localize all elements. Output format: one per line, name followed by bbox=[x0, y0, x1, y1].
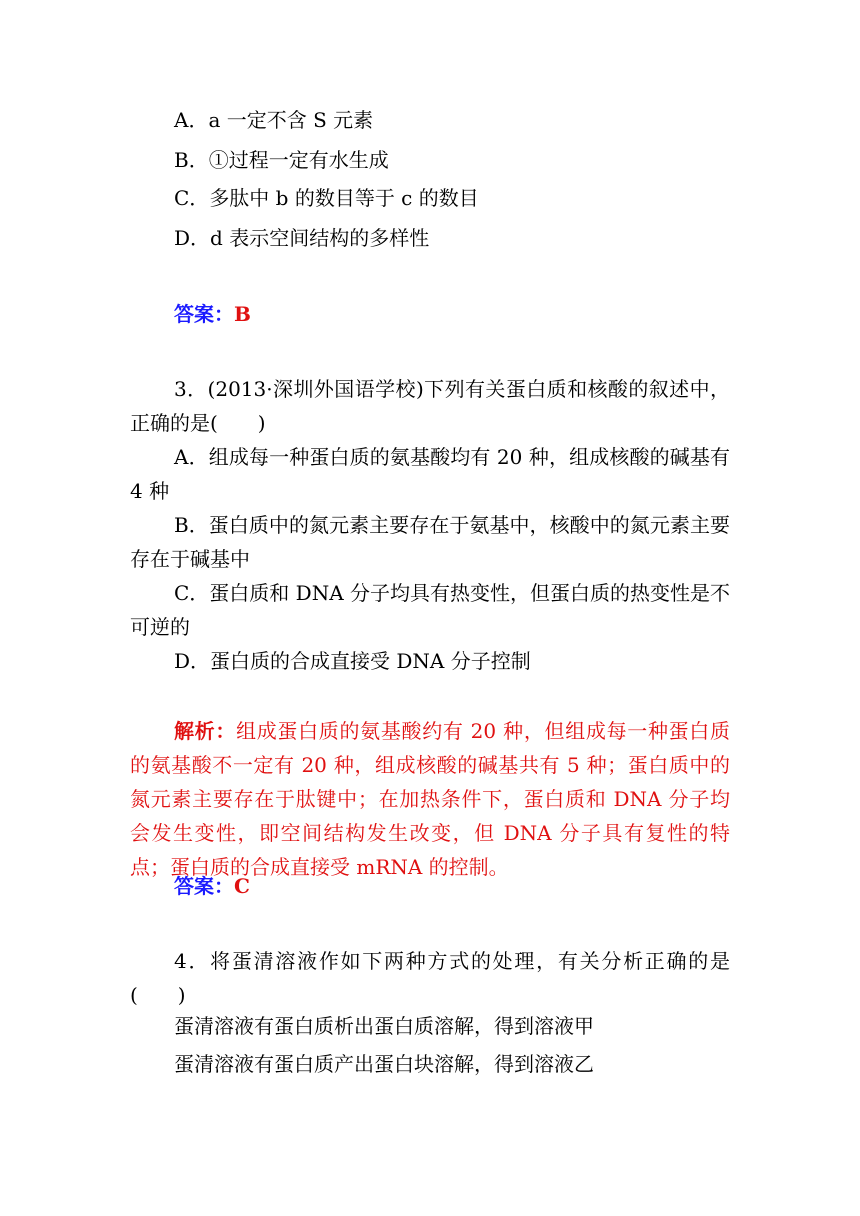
q4-process-line-1: 蛋清溶液有蛋白质析出蛋白质溶解，得到溶液甲 bbox=[174, 1014, 594, 1038]
q2-option-d: D．d 表示空间结构的多样性 bbox=[174, 226, 430, 250]
q4-process-line-2: 蛋清溶液有蛋白质产出蛋白块溶解，得到溶液乙 bbox=[174, 1052, 594, 1076]
q3-answer: 答案：C bbox=[174, 874, 250, 898]
q2-option-a: A．a 一定不含 S 元素 bbox=[174, 108, 374, 132]
q3-stem: 3．(2013·深圳外国语学校)下列有关蛋白质和核酸的叙述中，正确的是( ) bbox=[130, 377, 730, 435]
q4-stem: 4．将蛋清溶液作如下两种方式的处理，有关分析正确的是( ) bbox=[130, 949, 730, 1007]
q2-answer: 答案：B bbox=[174, 302, 251, 326]
q2-option-b: B．①过程一定有水生成 bbox=[174, 148, 389, 172]
q3-option-d: D．蛋白质的合成直接受 DNA 分子控制 bbox=[174, 649, 531, 673]
q3-option-b: B．蛋白质中的氮元素主要存在于氨基中，核酸中的氮元素主要存在于碱基中 bbox=[130, 513, 730, 571]
q3-option-c: C．蛋白质和 DNA 分子均具有热变性，但蛋白质的热变性是不可逆的 bbox=[130, 581, 730, 639]
q3-analysis-text: 组成蛋白质的氨基酸约有 20 种，但组成每一种蛋白质的氨基酸不一定有 20 种，组成核酸的碱基共有 5 种；蛋白质中的氮元素主要存在于肽键中；在加热条件下，蛋白质和 DNA 分子均会发生变性，即空间结构发生改变，但 DNA 分子具有复性的特点；蛋白质的合成直接受 mRNA 的控制。 bbox=[130, 719, 730, 879]
document-page bbox=[130, 0, 730, 1216]
q2-option-c: C．多肽中 b 的数目等于 c 的数目 bbox=[174, 186, 479, 210]
q3-analysis-label: 解析： bbox=[174, 719, 237, 743]
q3-option-a: A．组成每一种蛋白质的氨基酸均有 20 种，组成核酸的碱基有 4 种 bbox=[130, 445, 730, 503]
q3-analysis bbox=[130, 714, 730, 884]
